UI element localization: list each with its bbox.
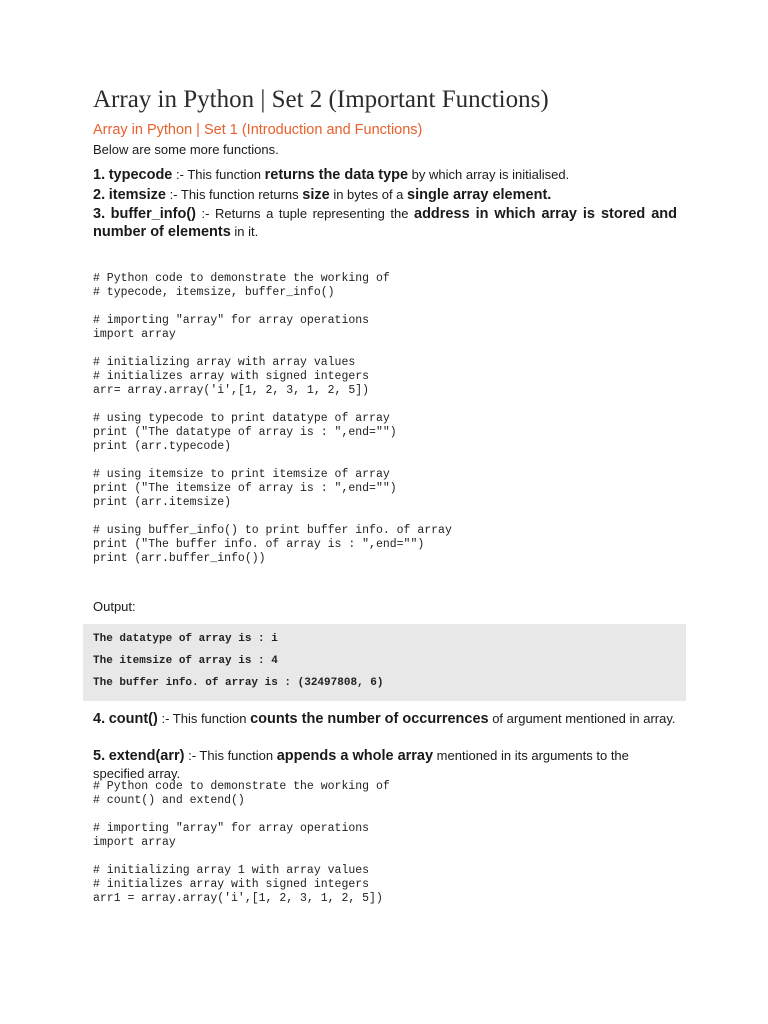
output-box <box>83 624 686 701</box>
item-separator: :- Returns a tuple representing the <box>196 206 415 221</box>
item-separator: :- This function <box>184 748 277 763</box>
item-typecode <box>93 166 677 184</box>
code-block-2: # Python code to demonstrate the working of # count() and extend() # importing "array" for array operations import array # initializing array 1 with array values # initializes array with signed integers arr1 = array.array('i',[1, 2, 3, 1, 2, 5]) <box>93 780 390 905</box>
output-line: The datatype of array is : i <box>93 633 278 645</box>
item-emphasis: counts the number of occurrences <box>250 711 489 727</box>
function-name: extend(arr) <box>108 748 185 764</box>
page-title: Array in Python | Set 2 (Important Functions) <box>93 86 549 113</box>
item-description: by which array is initialised. <box>408 167 570 182</box>
item-number: 1. <box>93 167 106 183</box>
item-emphasis: address in which array is stored and number of elements <box>93 206 677 240</box>
item-description: of argument mentioned in array. <box>488 711 676 726</box>
output-line: The buffer info. of array is : (32497808, 6) <box>93 677 384 689</box>
item-buffer-info <box>93 205 677 241</box>
item-number: 5. <box>93 748 106 764</box>
function-name: count() <box>108 711 158 727</box>
item-separator: :- This function <box>172 167 265 182</box>
function-name: itemsize <box>108 187 166 203</box>
set1-link[interactable]: Array in Python | Set 1 (Introduction and Functions) <box>93 122 423 138</box>
output-label: Output: <box>93 599 136 614</box>
item-number: 3. <box>93 206 106 222</box>
item-separator: :- This function returns <box>165 187 303 202</box>
item-itemsize <box>93 186 677 204</box>
item-emphasis: returns the data type <box>264 167 409 183</box>
function-name: buffer_info() <box>110 206 197 222</box>
item-emphasis: size <box>302 187 330 203</box>
intro-text: Below are some more functions. <box>93 142 279 157</box>
item-count <box>93 710 677 728</box>
function-name: typecode <box>108 167 173 183</box>
item-description: mentioned in its arguments to the specified array. <box>93 748 629 781</box>
item-emphasis-2: single array element. <box>407 187 552 203</box>
output-line: The itemsize of array is : 4 <box>93 655 278 667</box>
item-number: 4. <box>93 711 106 727</box>
item-extend <box>93 747 677 783</box>
item-emphasis: appends a whole array <box>276 748 434 764</box>
item-description: in bytes of a <box>329 187 408 202</box>
item-number: 2. <box>93 187 106 203</box>
code-block-1: # Python code to demonstrate the working of # typecode, itemsize, buffer_info() # importing "array" for array operations import array # initializing array with array values # initializes array with signed integers arr= array.array('i',[1, 2, 3, 1, 2, 5]) # using typecode to print datatype of array print ("The datatype of array is : ",end="") print (arr.typecode) # using itemsize to print itemsize of array print ("The itemsize of array is : ",end="") print (arr.itemsize) # using buffer_info() to print buffer info. of array print ("The buffer info. of array is : ",end="") print (arr.buffer_info()) <box>93 272 452 565</box>
item-description: in it. <box>230 224 259 239</box>
item-separator: :- This function <box>157 711 251 726</box>
